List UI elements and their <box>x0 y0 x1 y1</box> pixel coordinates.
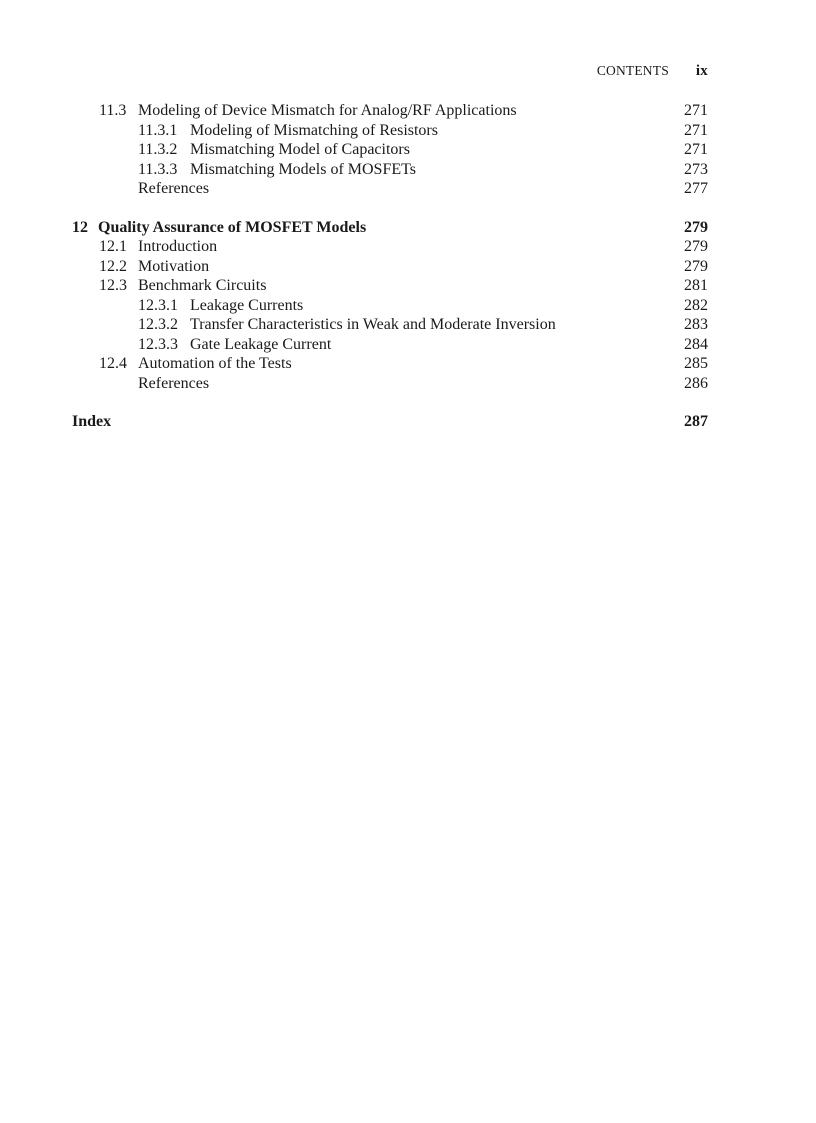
toc-entry-chapter[interactable] <box>72 218 708 238</box>
toc-entry-page: 284 <box>684 335 708 353</box>
toc-entry[interactable] <box>72 315 708 335</box>
toc-entry-title: References <box>138 180 210 197</box>
toc-entry-page: 273 <box>684 160 708 178</box>
toc-entry-page: 286 <box>684 374 708 392</box>
toc-entry[interactable] <box>72 160 708 180</box>
toc-entry-page: 279 <box>684 218 708 236</box>
toc-entry[interactable] <box>72 296 708 316</box>
toc-entry[interactable] <box>72 140 708 160</box>
toc-entry-title: Motivation <box>138 257 210 275</box>
toc-entry-number: 11.3.3 <box>138 160 178 178</box>
toc-entry-page: 277 <box>684 180 708 197</box>
toc-entry-page: 271 <box>684 141 708 158</box>
toc-entry-page: 281 <box>684 277 708 294</box>
toc-entry[interactable] <box>72 354 708 374</box>
toc-entry-number: 11.3.1 <box>138 121 178 139</box>
running-title: CONTENTS <box>596 63 669 78</box>
toc-entry-title: Automation of the Tests <box>138 355 292 372</box>
toc-entry-page: 279 <box>684 257 708 275</box>
toc-entry-title: Modeling of Device Mismatch for Analog/RF Applications <box>138 102 517 119</box>
toc-entry[interactable] <box>72 237 708 257</box>
toc-entry-number: 12 <box>72 218 88 236</box>
running-head <box>597 63 708 80</box>
toc-entry-page: 271 <box>684 121 708 139</box>
spacer <box>72 199 708 218</box>
toc-entry-references[interactable] <box>72 374 708 394</box>
toc-entry[interactable] <box>72 101 708 121</box>
toc-entry[interactable] <box>72 335 708 355</box>
toc-entry-number: 11.3 <box>99 102 127 119</box>
toc-entry-number: 12.2 <box>99 257 127 275</box>
toc-entry-index[interactable] <box>72 412 708 432</box>
toc-entry-number: 12.4 <box>99 355 127 372</box>
page-number: ix <box>695 63 708 79</box>
toc-entry-references[interactable] <box>72 179 708 199</box>
toc-entry-page: 279 <box>684 238 708 255</box>
toc-entry-number: 11.3.2 <box>138 141 178 158</box>
toc-entry-number: 12.3.2 <box>138 316 178 333</box>
toc-entry-number: 12.3.1 <box>138 296 178 314</box>
toc-entry-title: Mismatching Models of MOSFETs <box>190 160 416 178</box>
toc-entry[interactable] <box>72 257 708 277</box>
toc-entry-number: 12.1 <box>99 238 127 255</box>
toc-entry-page: 283 <box>684 316 708 333</box>
toc-entry-number: 12.3.3 <box>138 335 178 353</box>
toc-entry-title: Benchmark Circuits <box>138 277 267 294</box>
toc-entry-title: Gate Leakage Current <box>190 335 332 353</box>
toc-entry-title: Introduction <box>138 238 218 255</box>
toc-entry-page: 285 <box>684 355 708 372</box>
toc-entry-title: Modeling of Mismatching of Resistors <box>190 121 438 139</box>
toc-entry[interactable] <box>72 276 708 296</box>
toc-entry[interactable] <box>72 121 708 141</box>
toc-entry-title: Index <box>72 413 112 430</box>
toc-entry-title: Quality Assurance of MOSFET Models <box>98 218 367 236</box>
toc-entry-page: 287 <box>684 413 708 430</box>
toc-entry-page: 271 <box>684 102 708 119</box>
table-of-contents <box>72 101 708 432</box>
toc-entry-title: Leakage Currents <box>190 296 304 314</box>
spacer <box>72 393 708 412</box>
toc-entry-title: References <box>138 374 210 392</box>
toc-entry-title: Transfer Characteristics in Weak and Moderate Inversion <box>190 316 556 333</box>
toc-entry-page: 282 <box>684 296 708 314</box>
toc-entry-number: 12.3 <box>99 277 127 294</box>
toc-entry-title: Mismatching Model of Capacitors <box>190 141 410 158</box>
